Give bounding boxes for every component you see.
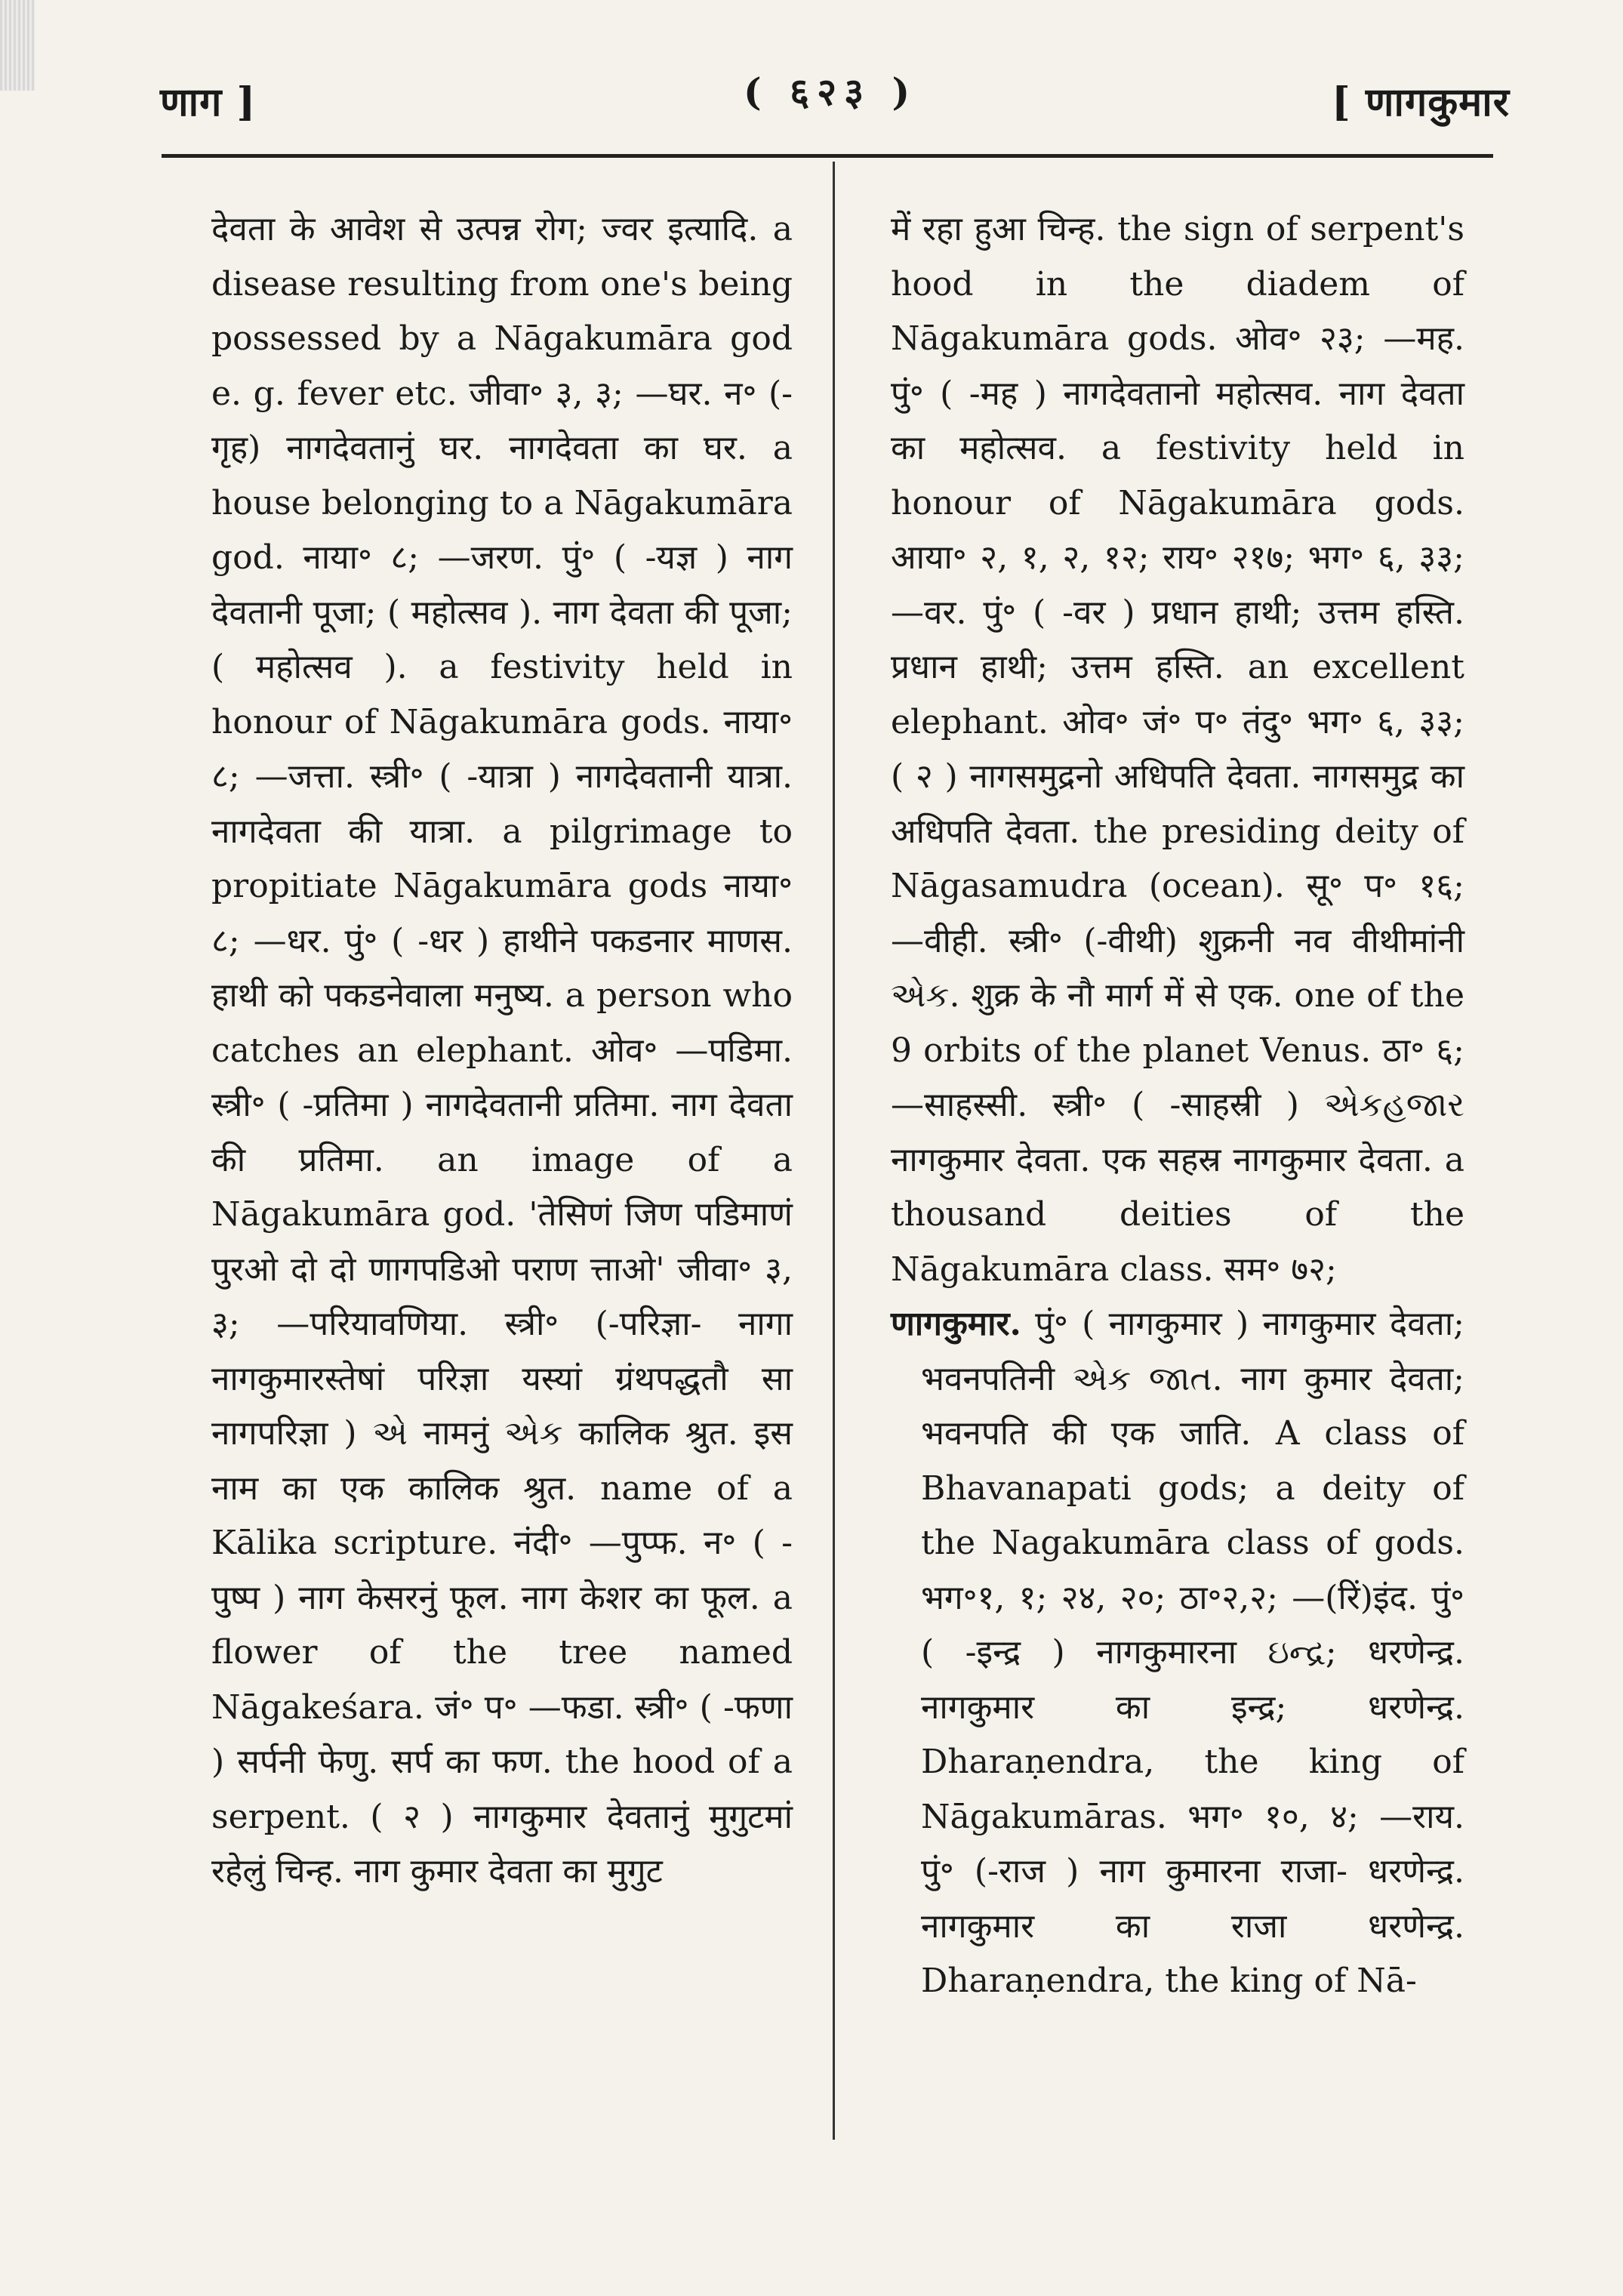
entry-nagakumara	[891, 1297, 1464, 2009]
entry-headword: णागकुमार.	[891, 1305, 1021, 1343]
left-column-text: देवता के आवेश से उत्पन्न रोग; ज्वर इत्यादि. a disease resulting from one's being possessed by a Nāgakumāra god e. g. fever etc. जीवा॰ ३, ३; —घर. न॰ (-गृह) नागदेवतानुं घर. नागदेवता का घर. a house belonging to a Nāgakumāra god. नाया॰ ८; —जरण. पुं॰ ( -यज्ञ ) नाग देवतानी पूजा; ( महोत्सव ). नाग देवता की पूजा; ( महोत्सव ). a festivity held in honour of Nāgakumāra gods. नाया॰ ८; —जत्ता. स्त्री॰ ( -यात्रा ) नागदेवतानी यात्रा. नागदेवता की यात्रा. a pilgrimage to propitiate Nāgakumāra gods नाया॰ ८; —धर. पुं॰ ( -धर ) हाथीने पकडनार माणस. हाथी को पकडनेवाला मनुष्य. a person who catches an elephant. ओव॰ —पडिमा. स्त्री॰ ( -प्रतिमा ) नागदेवतानी प्रतिमा. नाग देवता की प्रतिमा. an image of a Nāgakumāra god. 'तेसिणं जिण पडिमाणं पुरओ दो दो णागपडिओ पराण त्ताओ' जीवा॰ ३, ३; —परियावणिया. स्त्री॰ (-परिज्ञा- नागा नागकुमारस्तेषां परिज्ञा यस्यां ग्रंथपद्धतौ सा नागपरिज्ञा ) એ नामनुं એક कालिक श्रुत. इस नाम का एक कालिक श्रुत. name of a Kālika scripture. नंदी॰ —पुप्फ. न॰ ( -पुष्प ) नाग केसरनुं फूल. नाग केशर का फूल. a flower of the tree named Nāgakeśara. जं॰ प॰ —फडा. स्त्री॰ ( -फणा ) सर्पनी फेणु. सर्प का फण. the hood of a serpent. ( २ ) नागकुमार देवतानुं मुगुटमां रहेलुं चिन्ह. नाग कुमार देवता का मुगुट	[211, 210, 793, 1891]
column-divider	[833, 162, 835, 2140]
right-column	[891, 202, 1464, 2009]
right-column-text-1: में रहा हुआ चिन्ह. the sign of serpent's hood in the diadem of Nāgakumāra gods. ओव॰ २३; —मह. पुं॰ ( -मह ) नागदेवतानो महोत्सव. नाग देवता का महोत्सव. a festivity held in honour of Nāgakumāra gods. आया॰ २, १, २, १२; राय॰ २१७; भग॰ ६, ३३; —वर. पुं॰ ( -वर ) प्रधान हाथी; उत्तम हस्ति. प्रधान हाथी; उत्तम हस्ति. an excellent elephant. ओव॰ जं॰ प॰ तंदु॰ भग॰ ६, ३३; ( २ ) नागसमुद्रनो अधिपति देवता. नागसमुद्र का अधिपति देवता. the presiding deity of Nāgasamudra (ocean). सू॰ प॰ १६; —वीही. स्त्री॰ (-वीथी) शुक्रनी नव वीथीमांनी એક. शुक्र के नौ मार्ग में से एक. one of the 9 orbits of the planet Venus. ठा॰ ६; —साहस्सी. स्त्री॰ ( -साहस्री ) એકહજાર नागकुमार देवता. एक सहस्र नागकुमार देवता. a thousand deities of the Nāgakumāra class. सम॰ ७२;	[891, 210, 1464, 1289]
running-head-right: [ णागकुमार	[1332, 79, 1510, 125]
running-head-left: णाग ]	[160, 79, 257, 125]
scan-edge-mark	[0, 0, 35, 91]
entry-body: पुं॰ ( नागकुमार ) नागकुमार देवता; भवनपतिनी એક જાત. नाग कुमार देवता; भवनपति की एक जाति. A class of Bhavanapati gods; a deity of the Nagakumāra class of gods. भग॰१, १; २४, २०; ठा॰२,२; —(रिं)इंद. पुं॰ ( -इन्द्र ) नागकुमारना ઇન્દ્ર; धरणेन्द्र. नागकुमार का इन्द्र; धरणेन्द्र. Dharaṇendra, the king of Nāgakumāras. भग॰ १०, ४; —राय. पुं॰ (-राज ) नाग कुमारना राजा- धरणेन्द्र. नागकुमार का राजा धरणेन्द्र. Dharaṇendra, the king of Nā-	[921, 1305, 1464, 2000]
header-rule	[162, 154, 1493, 158]
page-number: ( ६२३ )	[744, 69, 918, 114]
left-column	[211, 202, 793, 1900]
